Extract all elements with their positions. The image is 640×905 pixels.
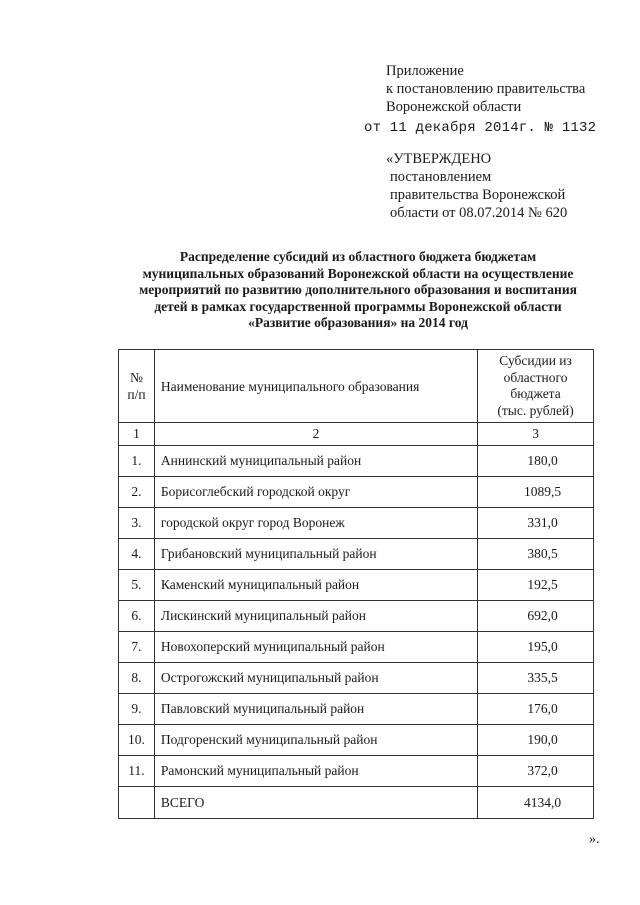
- column-number-2: 2: [154, 423, 477, 446]
- row-subsidy: 335,5: [478, 663, 594, 694]
- approved-block: [386, 150, 567, 222]
- header-num-line-2: п/п: [127, 387, 146, 402]
- document-title: [108, 249, 608, 332]
- row-number: 10.: [119, 725, 155, 756]
- appendix-line-1: Приложение: [386, 63, 464, 79]
- table-row: [119, 539, 594, 570]
- row-subsidy: 192,5: [478, 570, 594, 601]
- table-row: [119, 632, 594, 663]
- table-row: [119, 663, 594, 694]
- row-number: 3.: [119, 508, 155, 539]
- title-line-4: детей в рамках государственной программы Воронежской области: [154, 298, 562, 314]
- row-municipality: Борисоглебский городской округ: [154, 477, 477, 508]
- header-subsidy-line-4: (тыс. рублей): [497, 402, 574, 418]
- approved-line-3: правительства Воронежской: [390, 187, 566, 203]
- approved-line-4: области от 08.07.2014 № 620: [390, 205, 568, 221]
- appendix-block: [364, 62, 597, 137]
- row-municipality: Рамонский муниципальный район: [154, 756, 477, 787]
- table-row: [119, 446, 594, 477]
- total-number-cell: [119, 787, 155, 819]
- total-row: [119, 787, 594, 819]
- row-subsidy: 180,0: [478, 446, 594, 477]
- row-subsidy: 1089,5: [478, 477, 594, 508]
- column-number-3: 3: [478, 423, 594, 446]
- row-municipality: Новохоперский муниципальный район: [154, 632, 477, 663]
- row-number: 9.: [119, 694, 155, 725]
- row-number: 8.: [119, 663, 155, 694]
- row-municipality: городской округ город Воронеж: [154, 508, 477, 539]
- row-municipality: Острогожский муниципальный район: [154, 663, 477, 694]
- table-row: [119, 601, 594, 632]
- row-number: 11.: [119, 756, 155, 787]
- header-subsidy-line-1: Субсидии из: [499, 353, 572, 368]
- row-subsidy: 380,5: [478, 539, 594, 570]
- row-number: 4.: [119, 539, 155, 570]
- row-number: 6.: [119, 601, 155, 632]
- closing-quote: ».: [589, 832, 600, 847]
- table-row: [119, 477, 594, 508]
- row-municipality: Павловский муниципальный район: [154, 694, 477, 725]
- title-line-1: Распределение субсидий из областного бюджета бюджетам: [179, 249, 537, 264]
- column-number-1: 1: [119, 423, 155, 446]
- table-header-row: [119, 350, 594, 423]
- appendix-line-3: Воронежской области: [386, 99, 522, 115]
- total-label: ВСЕГО: [154, 787, 477, 819]
- row-subsidy: 176,0: [478, 694, 594, 725]
- total-value: 4134,0: [478, 787, 594, 819]
- subsidy-table: [118, 349, 594, 819]
- row-subsidy: 372,0: [478, 756, 594, 787]
- header-name-cell: Наименование муниципального образования: [154, 350, 477, 423]
- row-subsidy: 190,0: [478, 725, 594, 756]
- row-municipality: Лискинский муниципальный район: [154, 601, 477, 632]
- title-line-3: мероприятий по развитию дополнительного образования и воспитания: [139, 282, 577, 297]
- header-subsidy-cell: [478, 350, 594, 423]
- row-municipality: Грибановский муниципальный район: [154, 539, 477, 570]
- header-subsidy-line-2: областного: [503, 369, 568, 385]
- appendix-line-2: к постановлению правительства: [386, 81, 586, 97]
- table-row: [119, 508, 594, 539]
- header-num-line-1: №: [130, 370, 143, 385]
- row-municipality: Подгоренский муниципальный район: [154, 725, 477, 756]
- row-number: 5.: [119, 570, 155, 601]
- row-subsidy: 692,0: [478, 601, 594, 632]
- row-number: 7.: [119, 632, 155, 663]
- approved-line-1: «УТВЕРЖДЕНО: [386, 151, 492, 167]
- row-municipality: Каменский муниципальный район: [154, 570, 477, 601]
- table-row: [119, 694, 594, 725]
- table-row: [119, 725, 594, 756]
- table-row: [119, 756, 594, 787]
- approved-line-2: постановлением: [390, 169, 492, 185]
- header-subsidy-line-3: бюджета: [510, 386, 561, 401]
- column-number-row: [119, 423, 594, 446]
- title-line-2: муниципальных образований Воронежской области на осуществление: [142, 265, 574, 281]
- title-line-5: «Развитие образования» на 2014 год: [248, 315, 468, 330]
- table-row: [119, 570, 594, 601]
- row-subsidy: 195,0: [478, 632, 594, 663]
- row-number: 2.: [119, 477, 155, 508]
- row-number: 1.: [119, 446, 155, 477]
- appendix-date-line: от 11 декабря 2014г. № 1132: [364, 120, 597, 136]
- row-subsidy: 331,0: [478, 508, 594, 539]
- header-number-cell: [119, 350, 155, 423]
- row-municipality: Аннинский муниципальный район: [154, 446, 477, 477]
